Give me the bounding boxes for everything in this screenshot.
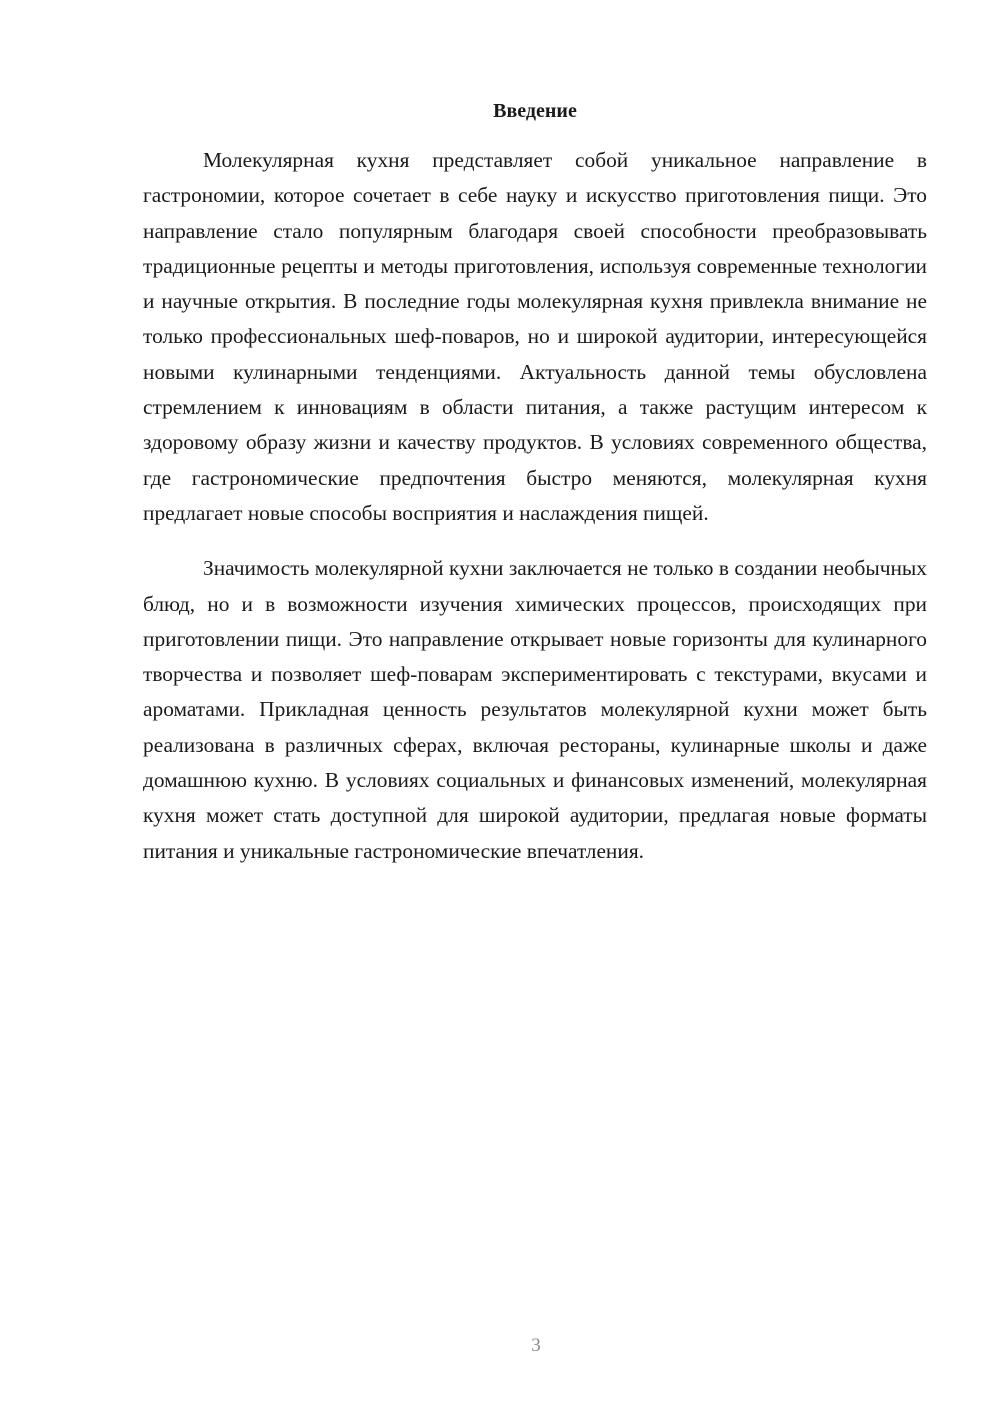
paragraph-1: Молекулярная кухня представляет собой уникальное направление в гастрономии, которое сочетает в себе науку и искусство приготовления пищи. Это направление стало популярным благодаря своей способности преобразовывать традиционные рецепты и методы приготовления, используя современные технологии и научные открытия. В последние годы молекулярная кухня привлекла внимание не только профессиональных шеф-поваров, но и широкой аудитории, интересующейся новыми кулинарными тенденциями. Актуальность данной темы обусловлена стремлением к инновациям в области питания, а также растущим интересом к здоровому образу жизни и качеству продуктов. В условиях современного общества, где гастрономические предпочтения быстро меняются, молекулярная кухня предлагает новые способы восприятия и наслаждения пищей. — [143, 148, 927, 525]
document-body — [143, 143, 927, 869]
section-heading: Введение — [493, 100, 577, 122]
page-number: 3 — [531, 1335, 541, 1356]
paragraph-2: Значимость молекулярной кухни заключается не только в создании необычных блюд, но и в возможности изучения химических процессов, происходящих при приготовлении пищи. Это направление открывает новые горизонты для кулинарного творчества и позволяет шеф-поварам экспериментировать с текстурами, вкусами и ароматами. Прикладная ценность результатов молекулярной кухни может быть реализована в различных сферах, включая рестораны, кулинарные школы и даже домашнюю кухню. В условиях социальных и финансовых изменений, молекулярная кухня может стать доступной для широкой аудитории, предлагая новые форматы питания и уникальные гастрономические впечатления. — [143, 556, 927, 863]
